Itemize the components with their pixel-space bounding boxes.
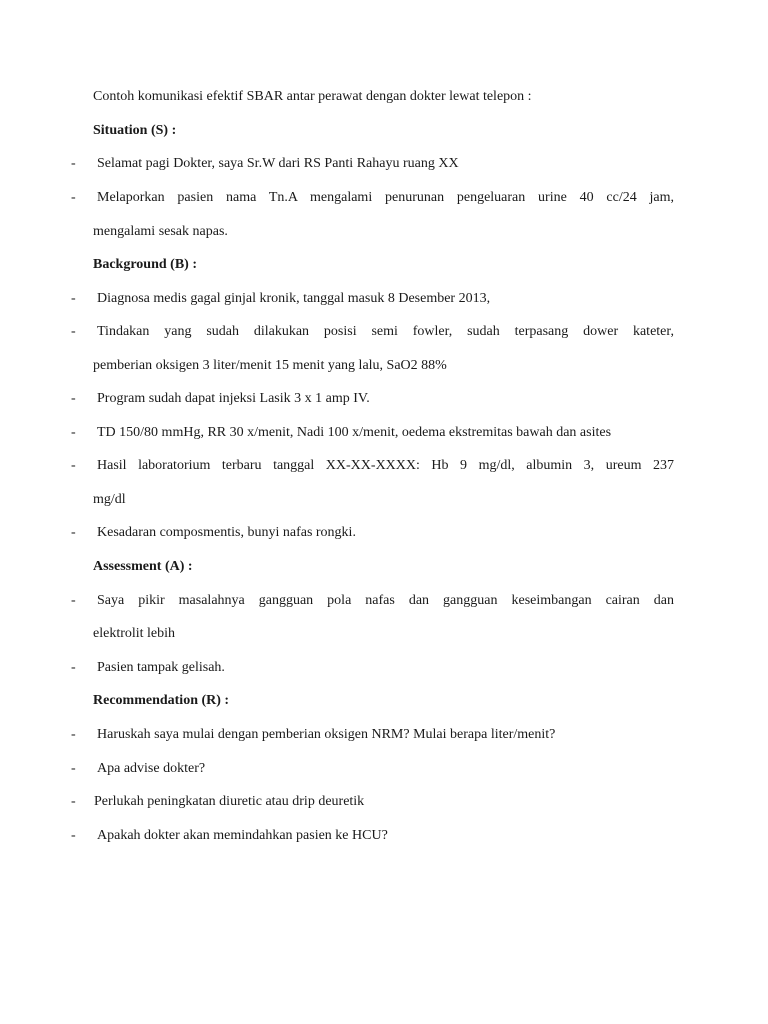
bullet-dash: - bbox=[71, 593, 76, 608]
bullet-dash: - bbox=[71, 761, 76, 776]
assessment-item-problem: Saya pikir masalahnya gangguan pola nafas dan gangguan keseimbangan cairan dan bbox=[97, 593, 674, 608]
background-item-consciousness: Kesadaran composmentis, bunyi nafas rongki. bbox=[97, 525, 356, 540]
bullet-dash: - bbox=[71, 828, 76, 843]
recommendation-item-advise: Apa advise dokter? bbox=[97, 761, 206, 776]
bullet-dash: - bbox=[71, 156, 76, 171]
recommendation-item-diuretic: Perlukah peningkatan diuretic atau drip deuretik bbox=[94, 794, 365, 809]
situation-heading: Situation (S) : bbox=[93, 123, 177, 138]
background-item-actions: Tindakan yang sudah dilakukan posisi semi fowler, sudah terpasang dower kateter, bbox=[97, 324, 674, 339]
recommendation-heading: Recommendation (R) : bbox=[93, 693, 230, 708]
recommendation-item-oxygen: Haruskah saya mulai dengan pemberian oksigen NRM? Mulai berapa liter/menit? bbox=[97, 727, 556, 742]
assessment-item-problem-cont: elektrolit lebih bbox=[93, 626, 176, 641]
situation-item-greeting: Selamat pagi Dokter, saya Sr.W dari RS Panti Rahayu ruang XX bbox=[97, 156, 459, 171]
bullet-dash: - bbox=[71, 324, 76, 339]
bullet-dash: - bbox=[71, 525, 76, 540]
bullet-dash: - bbox=[71, 291, 76, 306]
bullet-dash: - bbox=[71, 794, 76, 809]
bullet-dash: - bbox=[71, 425, 76, 440]
background-item-vitals: TD 150/80 mmHg, RR 30 x/menit, Nadi 100 x/menit, oedema ekstremitas bawah dan asites bbox=[97, 425, 612, 440]
assessment-heading: Assessment (A) : bbox=[93, 559, 193, 574]
background-item-lab-cont: mg/dl bbox=[93, 492, 126, 507]
assessment-item-restless: Pasien tampak gelisah. bbox=[97, 660, 225, 675]
bullet-dash: - bbox=[71, 727, 76, 742]
intro-text: Contoh komunikasi efektif SBAR antar perawat dengan dokter lewat telepon : bbox=[93, 89, 532, 104]
bullet-dash: - bbox=[71, 660, 76, 675]
background-heading: Background (B) : bbox=[93, 257, 197, 272]
bullet-dash: - bbox=[71, 458, 76, 473]
situation-item-report: Melaporkan pasien nama Tn.A mengalami penurunan pengeluaran urine 40 cc/24 jam, bbox=[97, 190, 674, 205]
background-item-lab: Hasil laboratorium terbaru tanggal XX-XX-XXXX: Hb 9 mg/dl, albumin 3, ureum 237 bbox=[97, 458, 674, 473]
background-item-diagnosis: Diagnosa medis gagal ginjal kronik, tanggal masuk 8 Desember 2013, bbox=[97, 291, 491, 306]
situation-item-report-cont: mengalami sesak napas. bbox=[93, 224, 228, 239]
recommendation-item-hcu: Apakah dokter akan memindahkan pasien ke HCU? bbox=[97, 828, 388, 843]
bullet-dash: - bbox=[71, 391, 76, 406]
background-item-program: Program sudah dapat injeksi Lasik 3 x 1 amp IV. bbox=[97, 391, 370, 406]
background-item-actions-cont: pemberian oksigen 3 liter/menit 15 menit yang lalu, SaO2 88% bbox=[93, 358, 447, 373]
bullet-dash: - bbox=[71, 190, 76, 205]
